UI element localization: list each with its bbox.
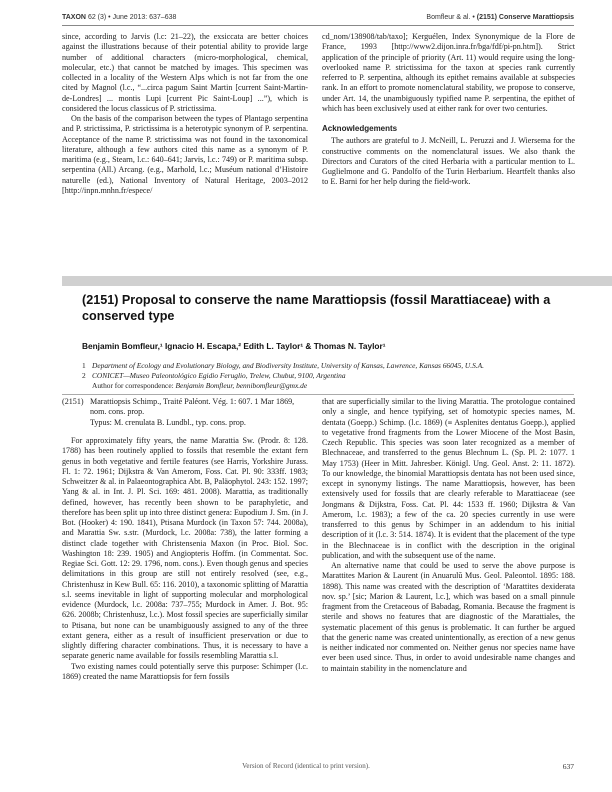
affiliation-text: Department of Ecology and Evolutionary Biology, and Biodiversity Institute, University of Kansas, Lawrence, Kansas 66045, U.S.A.	[92, 361, 485, 370]
proposal-authors: Benjamin Bomfleur,¹ Ignacio H. Escapa,² Edith L. Taylor¹ & Thomas N. Taylor¹	[82, 341, 386, 351]
paragraph: cd_nom/138908/tab/taxo]; Kerguélen, Index Synonymique de la Flore de France, 1993 [http://www2.dijon.inra.fr/bga/fdf/pi-pn.htm]). Strict application of the principle of priority (Art. 11) would require using the long-overlooked name P. strictissima for the taxon at species rank currently referred to P. serpentina, although its epithet remains available at subspecies rank. In an effort to promote nomenclatural stability, we propose to conserve, under Art. 14, the unambiguously typified name P. serpentina, the epithet of which has been exclusively used at either rank for over two centuries.	[322, 32, 575, 113]
affiliation-number: 1	[82, 361, 86, 370]
journal-citation	[62, 14, 176, 21]
affiliation-2	[82, 371, 572, 381]
footer-note: Version of Record (identical to print version).	[242, 762, 370, 770]
correspondence-label: Author for correspondence:	[92, 381, 176, 390]
proposal-entry	[62, 397, 308, 428]
proposal-name-entry: Marattiopsis Schimp., Traité Paléont. Vég. 1: 607. 1 Mar 1869, nom. cons. prop.	[90, 397, 295, 417]
affiliations	[82, 361, 572, 391]
paragraph: On the basis of the comparison between the types of Plantago serpentina and P. strictissima, P. strictissima is a heterotypic synonym of P. serpentina. Acceptance of the name P. strictissima was not found in the taxonomical literature, although a few authors cited this name as a synonym of P. maritima (e.g., Stearn, l.c.: 640–641; Jarvis, l.c.: 749) or P. maritima subsp. serpentina (All.) Arcang. (e.g., Marhold, l.c.; Muséum national d’Histoire naturelle (ed.), National Inventory of Natural Heritage, 2003–2012 [http://inpn.mnhn.fr/espece/	[62, 114, 308, 195]
acknowledgements-text: The authors are grateful to J. McNeill, L. Peruzzi and J. Wiersema for the constructive comments on the nomenclatural issues. We also thank the Directors and Curators of the cited Herbaria with a particular mention to L. Guglielmone and G. Pandolfo of the Turin Herbarium. Heartfelt thanks also to E. Barni for her help during the field-work.	[322, 136, 575, 187]
section-separator-band	[62, 276, 612, 286]
affiliation-text: CONICET—Museo Paleontológico Egidio Feruglio, Trelew, Chubut, 9100, Argentina	[92, 371, 346, 380]
right-column-top	[322, 32, 575, 188]
divider-rule	[62, 394, 574, 395]
paragraph: that are superficially similar to the living Marattia. The protologue contained only a single, and hence typifying, set of homotypic species names, M. dentata (Goepp.) Schimp. (l.c. 1869) (≡ Asplenites dentatus Goepp.), applied to vegetative frond fragments from the Lower Miocene of the Most Basin, Czech Republic. This species was soon later recognized as a member of Blechnaceae, and transferred to the genus Blechnum L. (Sp. Pl. 2: 1077. 1 May 1753) (Heer in Mitt. Jahresber. Königl. Ung. Geol. Anst. 2: 11. 1872). To our knowledge, the binomial Marattiopsis dentata has not been used since, except in synonymy listings. The name Marattiopsis, however, has been extensively used for fossils that are clearly referable to Marattiaceae (see Jongmans & Dijkstra, Foss. Cat. Pl. 44: 1533 ff. 1960; Dijkstra & Van Amerom, l.c. 1983); a few of the ca. 20 species currently in use were transferred to this genus by Schimper in an addendum to his initial description of it (l.c. 3: 514. 1874). It is evident that the placement of the type in the Blechnaceae is in conflict with the description in the original publication, and with the subsequent use of the name.	[322, 397, 575, 560]
paragraph: For approximately fifty years, the name Marattia Sw. (Prodr. 8: 128. 1788) has been routinely applied to fossils that resemble the extant fern genus in both vegetative and fertile features (see Harris, Yorkshire Jurass. Fl. 1: 72. 1961; Dijkstra & Van Amerom, Foss. Cat. Pl. 90: 333ff. 1983; Schweitzer & al. in Palaeontographica Abt. B, Paläophytol. 243: 152. 1997; Yang & al. in Int. J. Pl. Sci. 169: 481. 2008). Marattia, as traditionally defined, however, has recently been shown to be paraphyletic, and therefore has been split up into three distinct genera: Eupodium J. Sm. (in J. Bot. (Hooker) 4: 190. 1841), Ptisana Murdock (in Taxon 57: 744. 2008a), and Marattia Sw. s.str. (Murdock, l.c. 2008a: 738), the latter forming a distinct clade together with Christensenia Maxon (in Proc. Biol. Soc. Washington 18: 239. 1905) and Angiopteris Hoffm. (in Commentat. Soc. Regiae Sci. Gott. 12: 29. 1796, nom. cons.). Even though genus and species delimitations in this group are still not entirely resolved (see, e.g., Christenhusz in Kew Bull. 65: 116. 2010), a taxonomic splitting of Marattia s.l. seems inevitable in light of supporting molecular and morphological evidence (Murdock, l.c. 2008a: 737–755; Murdock in Amer. J. Bot. 95: 626. 2008b; Christenhusz, l.c.). Most fossil species are superficially similar to Ptisana, but none can be unambiguously assigned to any of the three extant genera, either as a result of insufficient preservation or due to slightly differing character combinations. Thus, it is necessary to have a separate generic name available for fossils resembling Marattia s.l.	[62, 436, 308, 661]
proposal-typus: Typus: M. crenulata B. Lundbl., typ. cons. prop.	[90, 417, 246, 427]
left-column-top	[62, 32, 308, 196]
proposal-number: (2151)	[62, 397, 84, 406]
correspondence	[82, 381, 572, 391]
running-short-title: (2151) Conserve Marattiopsis	[476, 14, 574, 21]
affiliation-1	[82, 361, 572, 371]
right-column-body	[322, 397, 575, 674]
journal-name: TAXON	[62, 14, 86, 21]
correspondence-email: Benjamin Bomfleur, bennibomfleur@gmx.de	[175, 381, 308, 390]
header-rule	[62, 25, 574, 26]
running-title	[426, 14, 574, 21]
running-authors: Bomfleur & al. •	[426, 14, 477, 21]
proposal-title: (2151) Proposal to conserve the name Marattiopsis (fossil Marattiaceae) with a conserved type	[82, 293, 551, 323]
paragraph: An alternative name that could be used to serve the above purpose is Marattites Marion & Laurent (in Anuarulŭ Mus. Geol. Paleontol. 1895: 188. 1898). This name was created with the description of ‘Marattites dexiderata nov. sp.’ [sic; Marion & Laurent, l.c.], which was based on a small pinnule fragment from the Cretaceous of Babadag, Romania. Because the fragment is sterile and shows no features that are diagnostic of the Marattiales, the systematic placement of this genus is problematic. It can further be argued that the generic name was created unintentionally, as erection of a new genus is neither indicated nor commented on. Neither genus nor species name have ever been used since. Thus, in order to avoid undesirable name changes and to maintain stability in the nomenclature and	[322, 561, 575, 673]
paragraph: since, according to Jarvis (l.c: 21–22), the exsiccata are better choices against the illustrations because of their potential ability to provide large number of additional characters (micro-morphological, chemical, molecular, etc.) that cannot be matched by images. This specimen was collected in a locality of the Western Alps which is not far from the one cited by Magnol (l.c., “...circa pagum Saint Martin [current Saint-Martin-de-Londres] ... montis Lupi [current Pic Saint-Loup] ...”), which is considered the locus classicus of P. strictissima.	[62, 32, 308, 113]
affiliation-number: 2	[82, 371, 86, 380]
paragraph: Two existing names could potentially serve this purpose: Schimper (l.c. 1869) created the name Marattiopsis for fern fossils	[62, 661, 308, 681]
journal-issue: 62 (3) • June 2013: 637–638	[87, 14, 177, 21]
page-number: 637	[562, 762, 574, 771]
left-column-body	[62, 436, 308, 682]
acknowledgements-heading: Acknowledgements	[322, 124, 398, 133]
